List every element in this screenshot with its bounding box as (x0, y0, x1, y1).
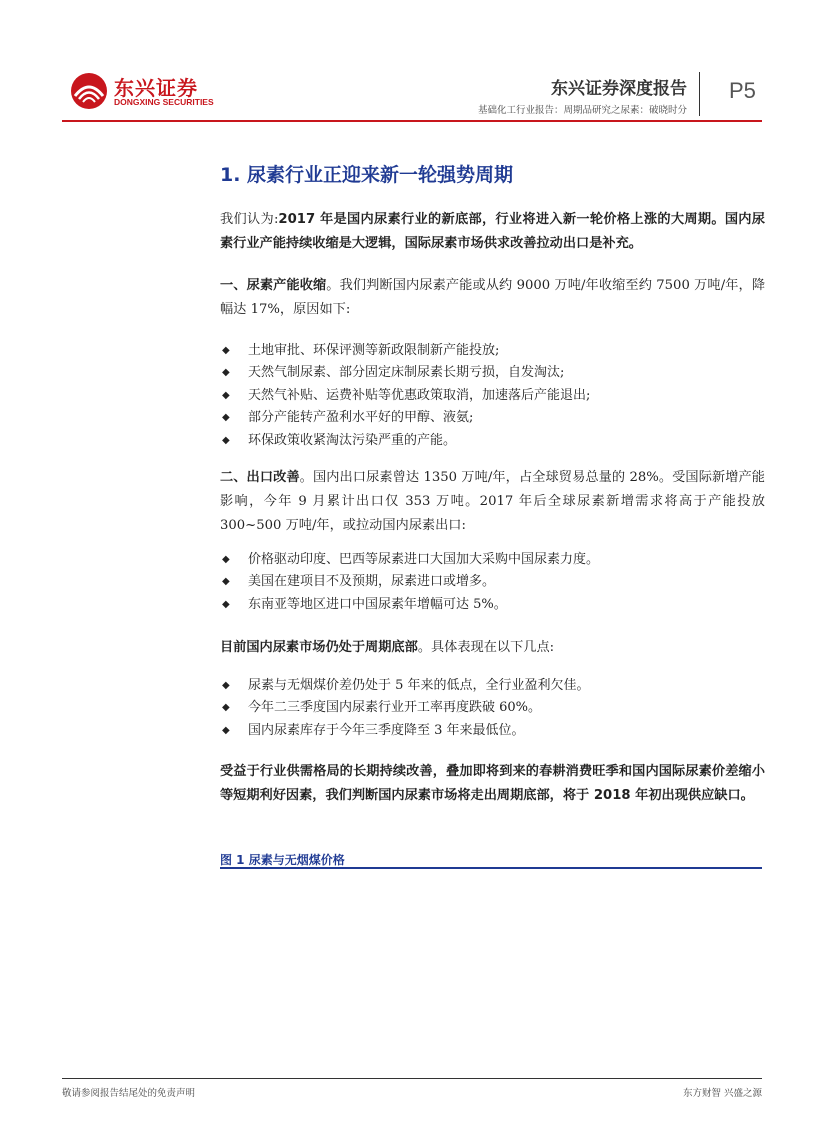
part2-paragraph (220, 466, 765, 538)
list-item: ◆ 土地审批、环保评测等新政限制新产能投放; (222, 340, 762, 362)
logo-text-en: DONGXING SECURITIES (114, 97, 214, 107)
bullet-diamond-icon: ◆ (222, 598, 230, 610)
logo-mark-icon (70, 72, 108, 110)
footer-slogan: 东方财智 兴盛之源 (682, 1088, 762, 1099)
bullet-diamond-icon: ◆ (222, 434, 230, 446)
list-item: ◆ 美国在建项目不及预期，尿素进口或增多。 (222, 571, 762, 593)
list-item: ◆ 尿素与无烟煤价差仍处于 5 年来的低点，全行业盈利欠佳。 (222, 675, 762, 697)
bullet-diamond-icon: ◆ (222, 702, 230, 714)
bullet-diamond-icon: ◆ (222, 680, 230, 691)
list-item: ◆ 环保政策收紧淘汰污染严重的产能。 (222, 430, 762, 452)
part2-heading: 二、出口改善 (220, 470, 300, 485)
list-item: ◆ 天然气制尿素、部分固定床制尿素长期亏损，自发淘汰; (222, 362, 762, 384)
report-subtitle: 基础化工行业报告：周期品研究之尿素：破晓时分 (477, 105, 687, 116)
part1-heading: 一、尿素产能收缩 (220, 278, 327, 293)
figure-title: 图 1 尿素与无烟煤价格 (220, 853, 345, 867)
bullet-diamond-icon: ◆ (222, 367, 230, 379)
list-item: ◆ 东南亚等地区进口中国尿素年增幅可达 5%。 (222, 594, 762, 616)
part1-paragraph (220, 274, 765, 322)
footer-rule (62, 1078, 762, 1079)
conclusion-bold: 受益于行业供需格局的长期持续改善，叠加即将到来的春耕消费旺季和国内国际尿素价差缩小等短期利好因素，我们判断国内尿素市场将走出周期底部，将于 2018 年初出现供应缺口。 (220, 764, 765, 803)
list-item: ◆ 今年二三季度国内尿素行业开工率再度跌破 60%。 (222, 697, 762, 719)
bullet-diamond-icon: ◆ (222, 412, 230, 424)
header-rule (62, 120, 762, 122)
list-item: ◆ 天然气补贴、运费补贴等优惠政策取消，加速落后产能退出; (222, 385, 762, 407)
footer-disclaimer: 敬请参阅报告结尾处的免责声明 (62, 1088, 196, 1099)
part3-text: 。具体表现在以下几点: (417, 640, 555, 655)
figure-rule (220, 867, 762, 869)
bullet-diamond-icon: ◆ (222, 724, 230, 736)
part1-text: 。我们判断国内尿素产能或从约 9000 万吨/年收缩至约 7500 万吨/年，降幅达 17%，原因如下: (220, 278, 766, 317)
page-number: P5 (729, 78, 756, 103)
part2-bullets (222, 549, 762, 616)
company-logo (70, 70, 214, 114)
part2-text: 。国内出口尿素曾达 1350 万吨/年，占全球贸易总量的 28%。受国际新增产能影响，今年 9 月累计出口仅 353 万吨。2017 年后全球尿素新增需求将高于产能投放 300~500 万吨/年，或拉动国内尿素出口: (220, 470, 765, 533)
intro-paragraph (220, 208, 765, 256)
bullet-diamond-icon: ◆ (222, 554, 230, 565)
list-item: ◆ 国内尿素库存于今年三季度降至 3 年来最低位。 (222, 720, 762, 742)
conclusion-paragraph (220, 760, 765, 808)
part3-paragraph (220, 636, 765, 660)
list-item: ◆ 部分产能转产盈利水平好的甲醇、液氨; (222, 407, 762, 429)
bullet-diamond-icon: ◆ (222, 576, 230, 588)
intro-bold: 2017 年是国内尿素行业的新底部，行业将进入新一轮价格上涨的大周期。国内尿素行业产能持续收缩是大逻辑，国际尿素市场供求改善拉动出口是补充。 (220, 212, 765, 251)
list-item: ◆ 价格驱动印度、巴西等尿素进口大国加大采购中国尿素力度。 (222, 549, 762, 571)
header-divider (699, 72, 700, 116)
part3-bullets (222, 675, 762, 742)
part1-bullets (222, 340, 762, 452)
bullet-diamond-icon: ◆ (222, 389, 230, 401)
logo-text-cn: 东兴证券 (114, 76, 198, 100)
section-title: 1. 尿素行业正迎来新一轮强势周期 (220, 164, 514, 186)
part3-heading: 目前国内尿素市场仍处于周期底部 (220, 640, 418, 655)
intro-prefix: 我们认为: (220, 212, 279, 227)
report-brand: 东兴证券深度报告 (551, 79, 687, 99)
bullet-diamond-icon: ◆ (222, 345, 230, 356)
